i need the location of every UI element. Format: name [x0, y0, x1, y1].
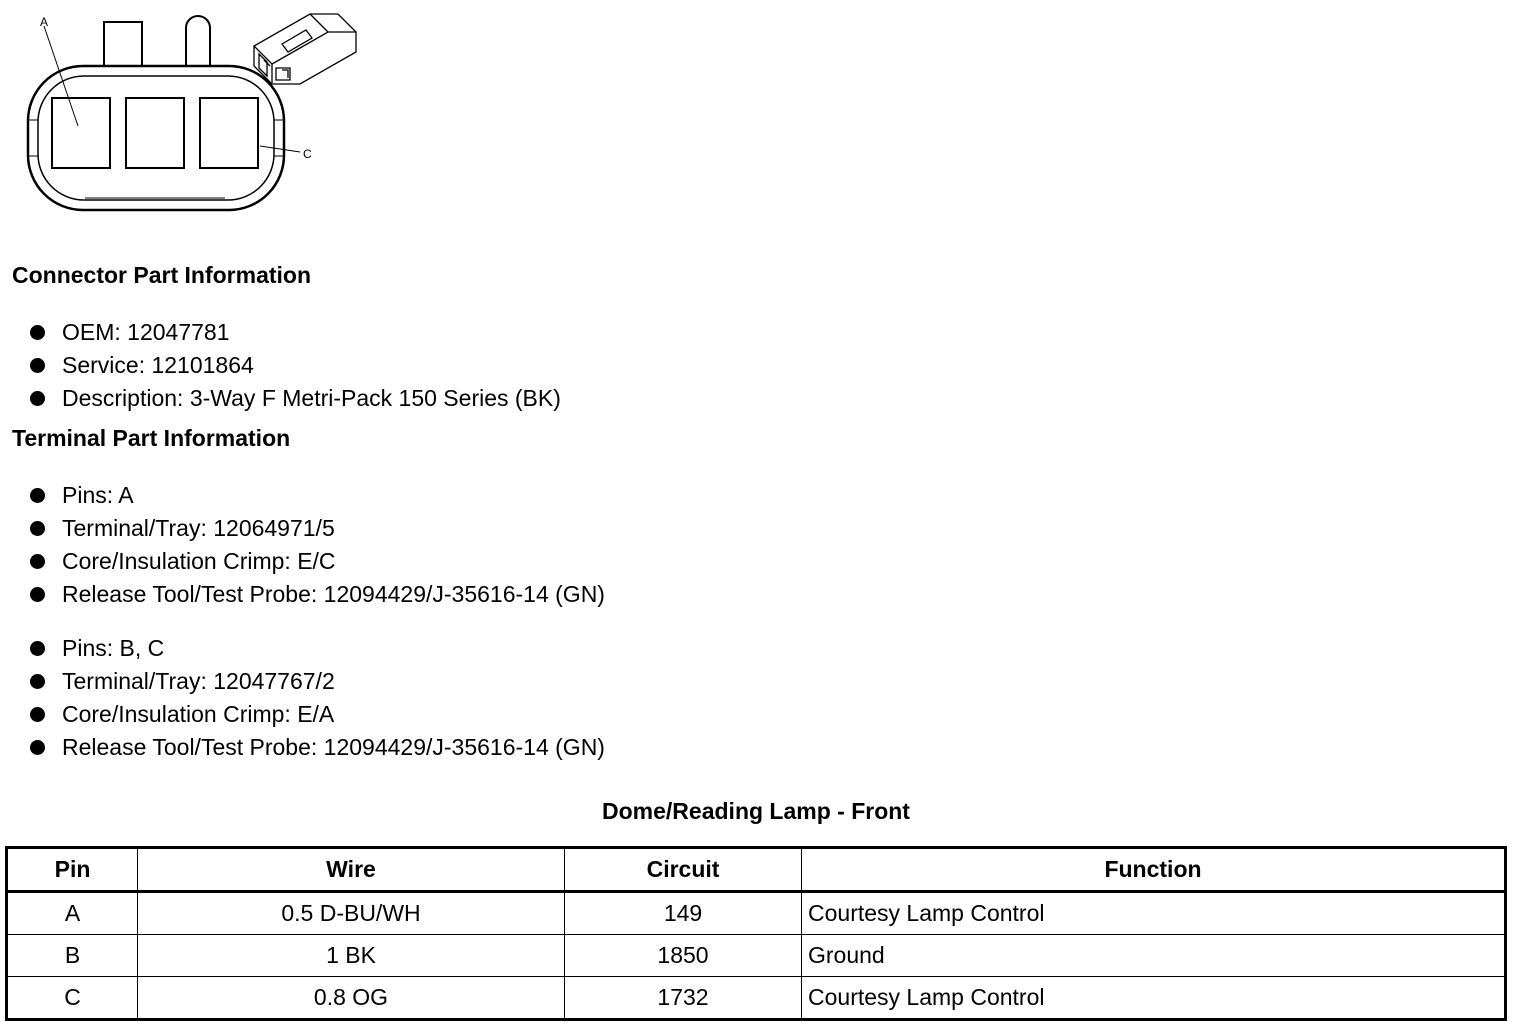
connector-tab-left — [104, 22, 142, 68]
list-item: Release Tool/Test Probe: 12094429/J-35616-14 (GN) — [28, 578, 605, 611]
terminal-group-2-list — [28, 632, 605, 764]
cell-circuit: 149 — [565, 892, 802, 935]
list-item: Terminal/Tray: 12064971/5 — [28, 512, 605, 545]
cell-function: Ground — [802, 935, 1506, 977]
bullet-icon — [30, 707, 45, 722]
cell-function: Courtesy Lamp Control — [802, 977, 1506, 1020]
cell-pin: A — [7, 892, 138, 935]
bullet-icon — [30, 641, 45, 656]
cell-wire: 0.8 OG — [138, 977, 565, 1020]
table-title: Dome/Reading Lamp - Front — [602, 798, 910, 824]
cell-pin: C — [7, 977, 138, 1020]
bullet-icon — [30, 358, 45, 373]
pinout-table — [5, 846, 1507, 1021]
list-item: Pins: B, C — [28, 632, 605, 665]
cell-circuit: 1850 — [565, 935, 802, 977]
header-circuit: Circuit — [565, 848, 802, 892]
bullet-icon — [30, 674, 45, 689]
list-item: Pins: A — [28, 479, 605, 512]
inset-connector-icon — [254, 14, 356, 84]
list-item: Core/Insulation Crimp: E/A — [28, 698, 605, 731]
list-item: OEM: 12047781 — [28, 316, 561, 349]
callout-c-label: C — [303, 147, 312, 161]
cavity-c — [200, 98, 258, 168]
header-pin: Pin — [7, 848, 138, 892]
table-header-row — [7, 848, 1506, 892]
table-row — [7, 892, 1506, 935]
connector-diagram — [20, 8, 370, 218]
terminal-part-info-heading: Terminal Part Information — [12, 425, 291, 451]
list-item: Description: 3-Way F Metri-Pack 150 Series (BK) — [28, 382, 561, 415]
bullet-icon — [30, 391, 45, 406]
list-item: Core/Insulation Crimp: E/C — [28, 545, 605, 578]
table-row — [7, 935, 1506, 977]
connector-part-info-list — [28, 316, 561, 415]
terminal-group-1-list — [28, 479, 605, 611]
bullet-icon — [30, 554, 45, 569]
bullet-icon — [30, 587, 45, 602]
cell-function: Courtesy Lamp Control — [802, 892, 1506, 935]
cell-wire: 1 BK — [138, 935, 565, 977]
cavity-b — [126, 98, 184, 168]
header-wire: Wire — [138, 848, 565, 892]
callout-a-label: A — [40, 15, 49, 29]
header-function: Function — [802, 848, 1506, 892]
bullet-icon — [30, 521, 45, 536]
cell-wire: 0.5 D-BU/WH — [138, 892, 565, 935]
list-item: Release Tool/Test Probe: 12094429/J-35616-14 (GN) — [28, 731, 605, 764]
bullet-icon — [30, 325, 45, 340]
cell-circuit: 1732 — [565, 977, 802, 1020]
list-item: Terminal/Tray: 12047767/2 — [28, 665, 605, 698]
cell-pin: B — [7, 935, 138, 977]
connector-part-info-heading: Connector Part Information — [12, 262, 312, 288]
table-row — [7, 977, 1506, 1020]
bullet-icon — [30, 488, 45, 503]
list-item: Service: 12101864 — [28, 349, 561, 382]
cavity-a — [52, 98, 110, 168]
bullet-icon — [30, 740, 45, 755]
